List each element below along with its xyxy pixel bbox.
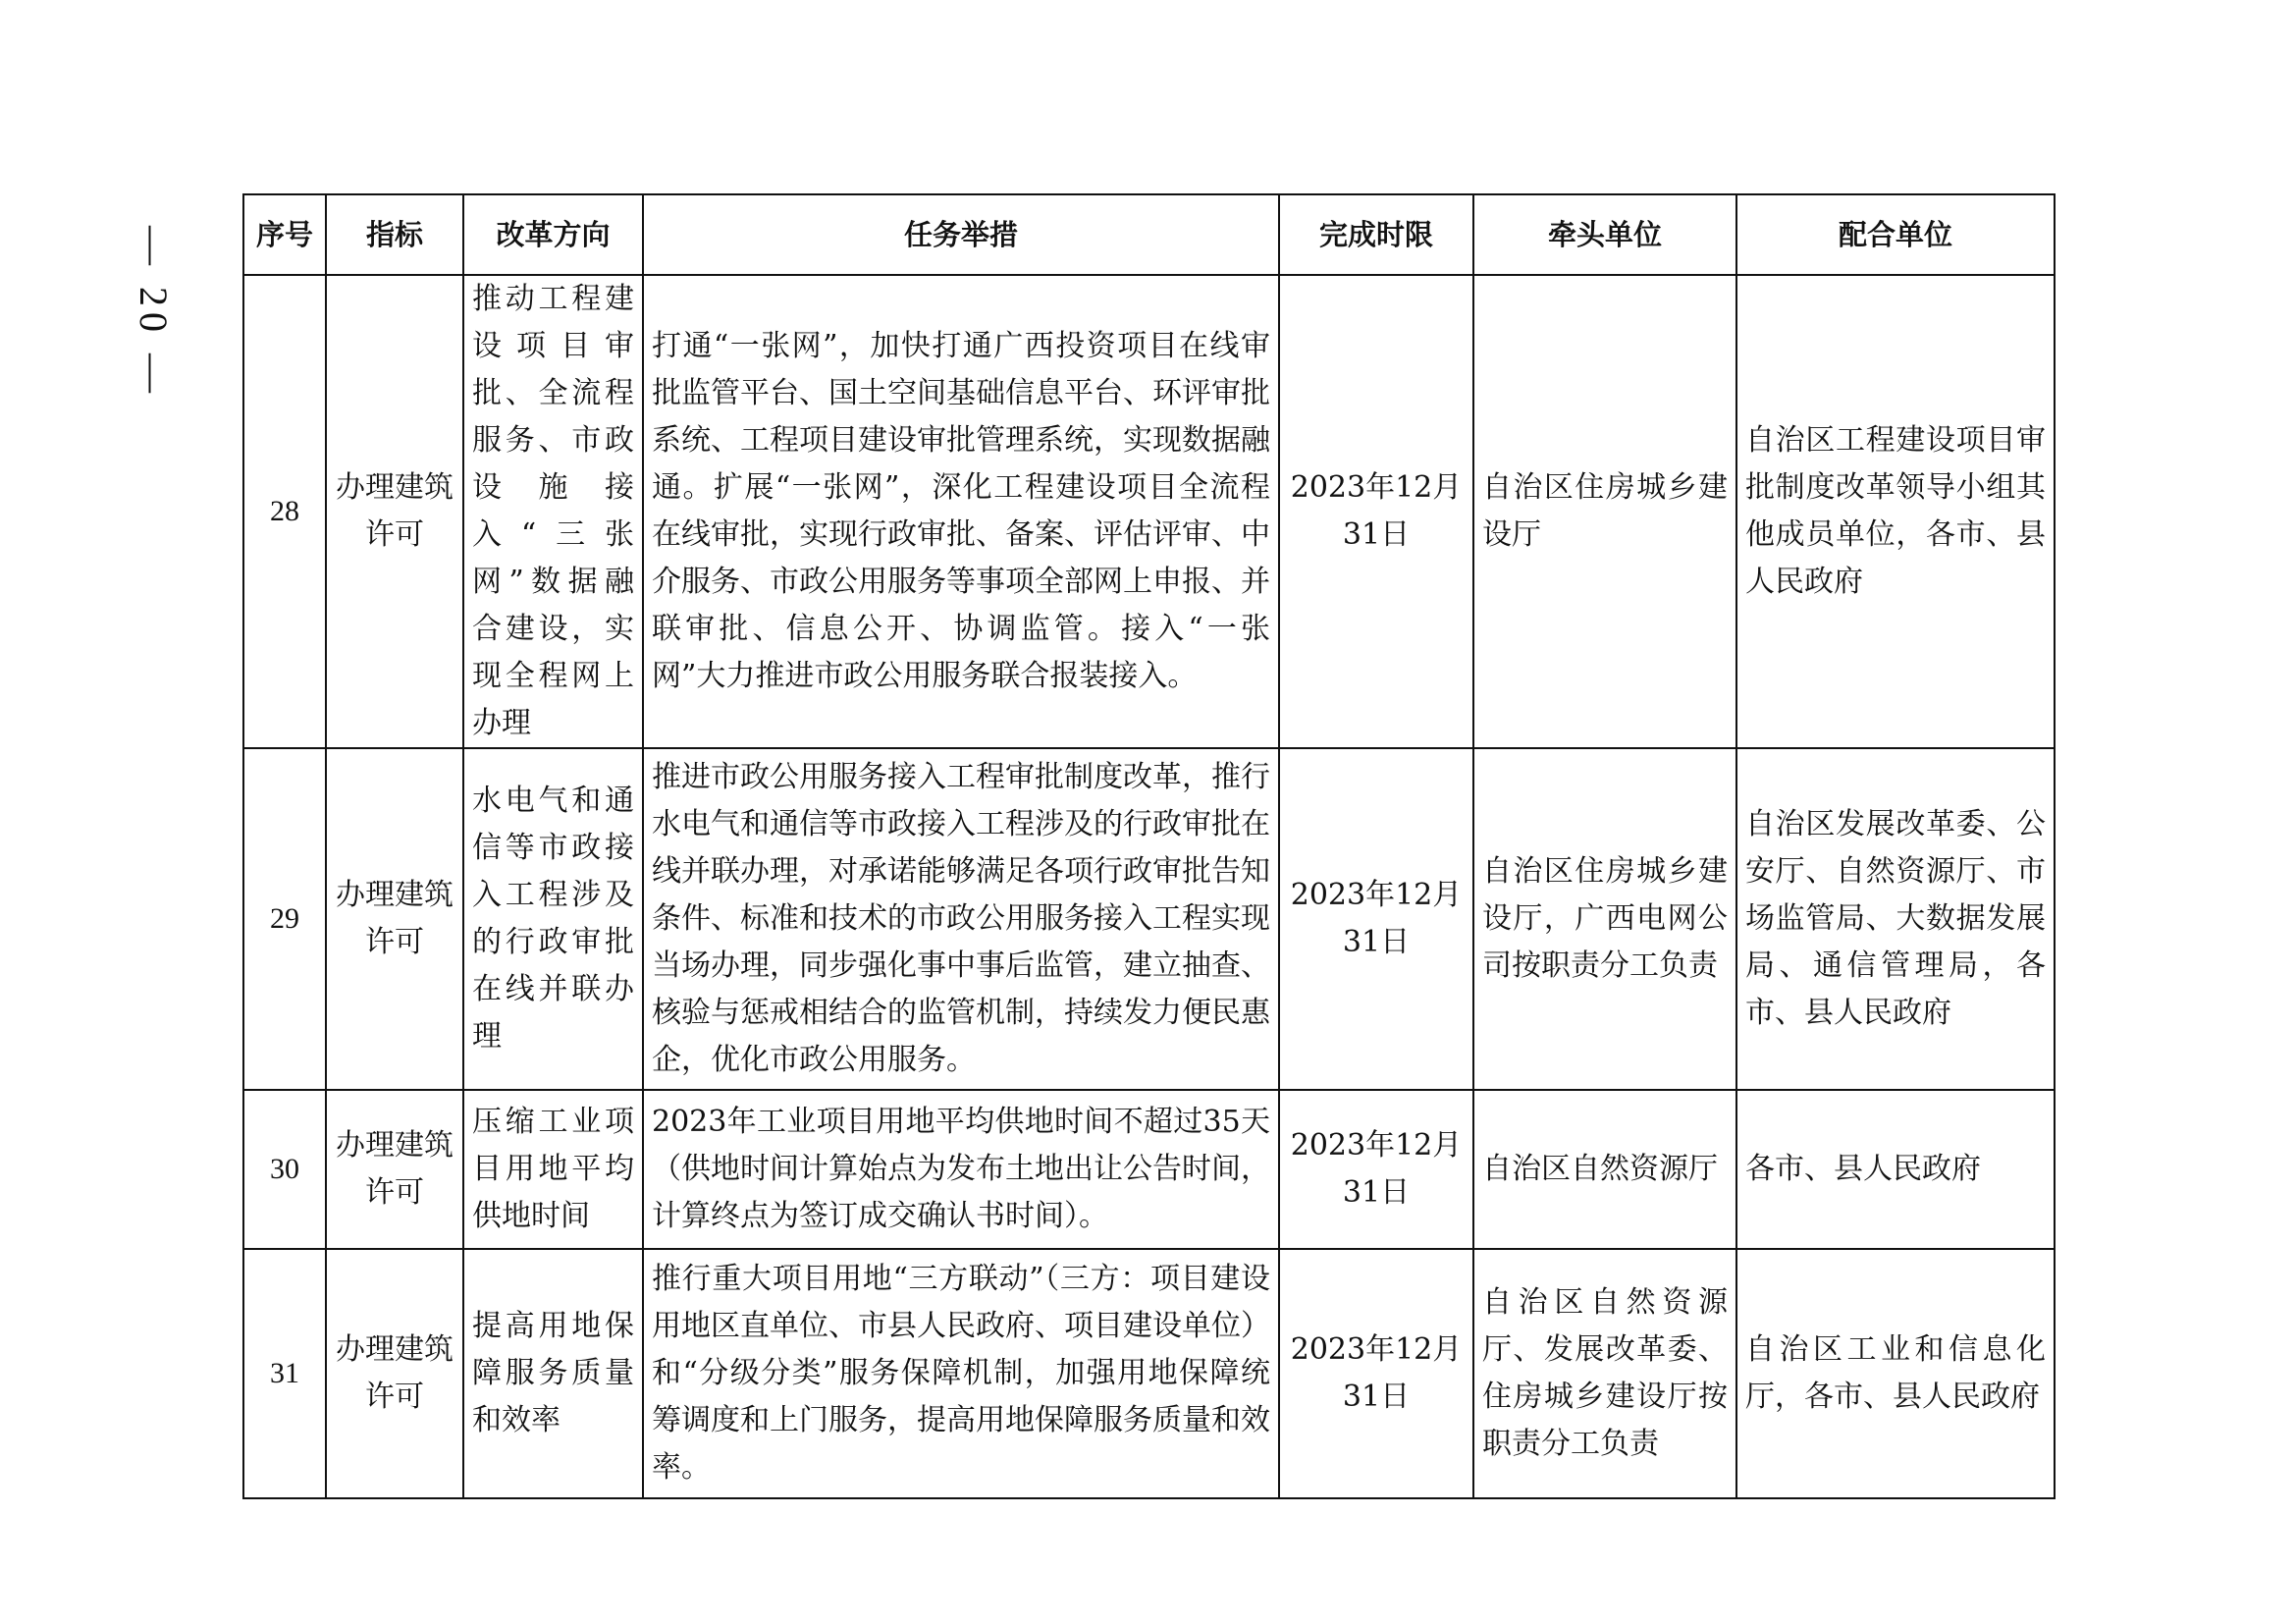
table-row: [243, 1249, 2055, 1498]
row-no: 30: [243, 1090, 326, 1249]
row-support: 自治区发展改革委、公安厅、自然资源厅、市场监管局、大数据发展局、通信管理局，各市、县人民政府: [1736, 748, 2055, 1090]
row-measures: 2023年工业项目用地平均供地时间不超过35天（供地时间计算始点为发布土地出让公告时间，计算终点为签订成交确认书时间）。: [643, 1090, 1279, 1249]
row-indicator: 办理建筑许可: [326, 748, 463, 1090]
row-lead: 自治区住房城乡建设厅，广西电网公司按职责分工负责: [1473, 748, 1736, 1090]
row-direction: 推动工程建设项目审批、全流程服务、市政设施接入“三张网”数据融合建设，实现全程网上办理: [463, 275, 643, 748]
row-no: 28: [243, 275, 326, 748]
header-support: 配合单位: [1736, 194, 2055, 275]
row-deadline: 2023年12月31日: [1279, 275, 1473, 748]
row-indicator: 办理建筑许可: [326, 1249, 463, 1498]
table-row: [243, 275, 2055, 748]
row-support: 自治区工程建设项目审批制度改革领导小组其他成员单位，各市、县人民政府: [1736, 275, 2055, 748]
row-no: 29: [243, 748, 326, 1090]
row-measures: 打通“一张网”，加快打通广西投资项目在线审批监管平台、国土空间基础信息平台、环评审批系统、工程项目建设审批管理系统，实现数据融通。扩展“一张网”，深化工程建设项目全流程在线审批，实现行政审批、备案、评估评审、中介服务、市政公用服务等事项全部网上申报、并联审批、信息公开、协调监管。接入“一张网”大力推进市政公用服务联合报装接入。: [643, 275, 1279, 748]
header-no: 序号: [243, 194, 326, 275]
row-support: 自治区工业和信息化厅，各市、县人民政府: [1736, 1249, 2055, 1498]
table-row: [243, 748, 2055, 1090]
row-deadline: 2023年12月31日: [1279, 1090, 1473, 1249]
row-direction: 压缩工业项目用地平均供地时间: [463, 1090, 643, 1249]
header-deadline: 完成时限: [1279, 194, 1473, 275]
page-number: — 20 —: [132, 226, 176, 399]
row-measures: 推行重大项目用地“三方联动”（三方：项目建设用地区直单位、市县人民政府、项目建设单位）和“分级分类”服务保障机制，加强用地保障统筹调度和上门服务，提高用地保障服务质量和效率。: [643, 1249, 1279, 1498]
row-deadline: 2023年12月31日: [1279, 1249, 1473, 1498]
row-indicator: 办理建筑许可: [326, 1090, 463, 1249]
header-indicator: 指标: [326, 194, 463, 275]
row-lead: 自治区自然资源厅、发展改革委、住房城乡建设厅按职责分工负责: [1473, 1249, 1736, 1498]
header-lead: 牵头单位: [1473, 194, 1736, 275]
header-row: [243, 194, 2055, 275]
table-row: [243, 1090, 2055, 1249]
row-direction: 提高用地保障服务质量和效率: [463, 1249, 643, 1498]
row-no: 31: [243, 1249, 326, 1498]
row-indicator: 办理建筑许可: [326, 275, 463, 748]
header-measures: 任务举措: [643, 194, 1279, 275]
row-direction: 水电气和通信等市政接入工程涉及的行政审批在线并联办理: [463, 748, 643, 1090]
row-lead: 自治区住房城乡建设厅: [1473, 275, 1736, 748]
row-support: 各市、县人民政府: [1736, 1090, 2055, 1249]
row-deadline: 2023年12月31日: [1279, 748, 1473, 1090]
row-lead: 自治区自然资源厅: [1473, 1090, 1736, 1249]
header-direction: 改革方向: [463, 194, 643, 275]
task-table: [242, 193, 2056, 1499]
row-measures: 推进市政公用服务接入工程审批制度改革，推行水电气和通信等市政接入工程涉及的行政审批在线并联办理，对承诺能够满足各项行政审批告知条件、标准和技术的市政公用服务接入工程实现当场办理，同步强化事中事后监管，建立抽查、核验与惩戒相结合的监管机制，持续发力便民惠企，优化市政公用服务。: [643, 748, 1279, 1090]
